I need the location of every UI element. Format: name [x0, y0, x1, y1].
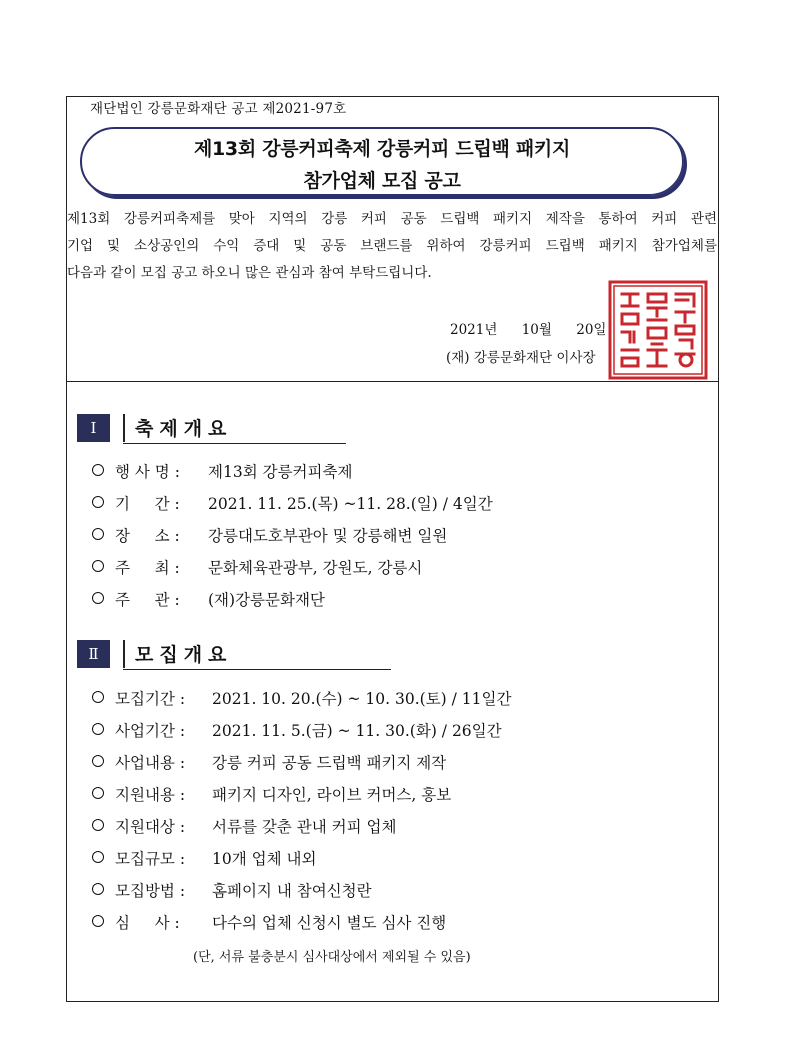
circle-bullet-icon: [92, 755, 104, 767]
item-label: 모집규모 :: [115, 850, 186, 868]
circle-bullet-icon: [92, 560, 104, 572]
item-label: 행 사 명 :: [115, 463, 180, 481]
circle-bullet-icon: [92, 915, 104, 927]
item-label: 모집방법 :: [115, 882, 186, 900]
item-label: 심 사 :: [115, 914, 180, 932]
official-seal: [608, 280, 708, 380]
intro-paragraph: [67, 206, 717, 287]
notice-date: [450, 318, 606, 338]
list-item: [92, 588, 325, 610]
list-item: [92, 815, 396, 837]
section-1-badge: Ⅰ: [77, 414, 110, 442]
circle-bullet-icon: [92, 883, 104, 895]
item-value: 10개 업체 내외: [212, 850, 317, 868]
circle-bullet-icon: [92, 851, 104, 863]
notice-number: 재단법인 강릉문화재단 공고 제2021-97호: [90, 101, 347, 117]
intro-line: 제13회 강릉커피축제를 맞아 지역의 강릉 커피 공동 드립백 패키지 제작을 통하여 커피 관련: [67, 211, 717, 227]
item-label: 사업내용 :: [115, 754, 186, 772]
item-value: 2021. 11. 5.(금) ~ 11. 30.(화) / 26일간: [212, 722, 502, 740]
list-item: [92, 879, 372, 901]
section-2-underline: [123, 669, 391, 670]
date-year: 2021년: [450, 322, 498, 338]
list-item: [92, 460, 352, 482]
section-2-bar: [123, 640, 125, 668]
item-value: 제13회 강릉커피축제: [208, 463, 353, 481]
item-value: 문화체육관광부, 강원도, 강릉시: [208, 559, 423, 577]
item-value: 2021. 10. 20.(수) ~ 10. 30.(토) / 11일간: [212, 690, 512, 708]
item-value: 홈페이지 내 참여신청란: [212, 882, 372, 900]
list-item: [92, 556, 422, 578]
section-1-bar: [123, 414, 125, 442]
list-item: [92, 524, 447, 546]
section-2-badge: Ⅱ: [77, 640, 110, 668]
item-value: 서류를 갖춘 관내 커피 업체: [212, 818, 397, 836]
item-value: 강릉 커피 공동 드립백 패키지 제작: [212, 754, 447, 772]
item-value: 강릉대도호부관아 및 강릉해변 일원: [208, 527, 448, 545]
item-label: 기 간 :: [115, 495, 180, 513]
item-label: 주 최 :: [115, 559, 180, 577]
section-1-underline: [123, 443, 346, 444]
item-value: 2021. 11. 25.(목) ~11. 28.(일) / 4일간: [208, 495, 493, 513]
list-item: [92, 719, 502, 741]
section-divider: [66, 381, 719, 382]
list-item: [92, 751, 446, 773]
item-value: (재)강릉문화재단: [208, 591, 325, 609]
review-note: (단, 서류 불충분시 심사대상에서 제외될 수 있음): [193, 950, 471, 965]
item-label: 주 관 :: [115, 591, 180, 609]
list-item: [92, 847, 316, 869]
circle-bullet-icon: [92, 723, 104, 735]
intro-line: 다음과 같이 모집 공고 하오니 많은 관심과 참여 부탁드립니다.: [67, 265, 432, 281]
item-label: 사업기간 :: [115, 722, 186, 740]
item-label: 지원대상 :: [115, 818, 186, 836]
section-1-title: 축제개요: [135, 418, 233, 440]
date-day: 20일: [576, 322, 607, 338]
circle-bullet-icon: [92, 464, 104, 476]
section-2-title: 모집개요: [135, 644, 233, 666]
circle-bullet-icon: [92, 787, 104, 799]
list-item: [92, 911, 446, 933]
list-item: [92, 492, 493, 514]
item-label: 지원내용 :: [115, 786, 186, 804]
item-label: 장 소 :: [115, 527, 180, 545]
title-line-2: 참가업체 모집 공고: [303, 170, 461, 192]
circle-bullet-icon: [92, 528, 104, 540]
circle-bullet-icon: [92, 819, 104, 831]
intro-line: 기업 및 소상공인의 수익 증대 및 공동 브랜드를 위하여 강릉커피 드립백 패키지 참가업체를: [67, 238, 717, 254]
list-item: [92, 687, 511, 709]
item-value: 패키지 디자인, 라이브 커머스, 홍보: [212, 786, 452, 804]
circle-bullet-icon: [92, 691, 104, 703]
issuer-name: (재) 강릉문화재단 이사장: [446, 350, 596, 366]
item-value: 다수의 업체 신청시 별도 심사 진행: [212, 914, 447, 932]
circle-bullet-icon: [92, 496, 104, 508]
date-month: 10월: [521, 322, 552, 338]
circle-bullet-icon: [92, 592, 104, 604]
title-line-1: 제13회 강릉커피축제 강릉커피 드립백 패키지: [193, 138, 571, 160]
item-label: 모집기간 :: [115, 690, 186, 708]
list-item: [92, 783, 451, 805]
